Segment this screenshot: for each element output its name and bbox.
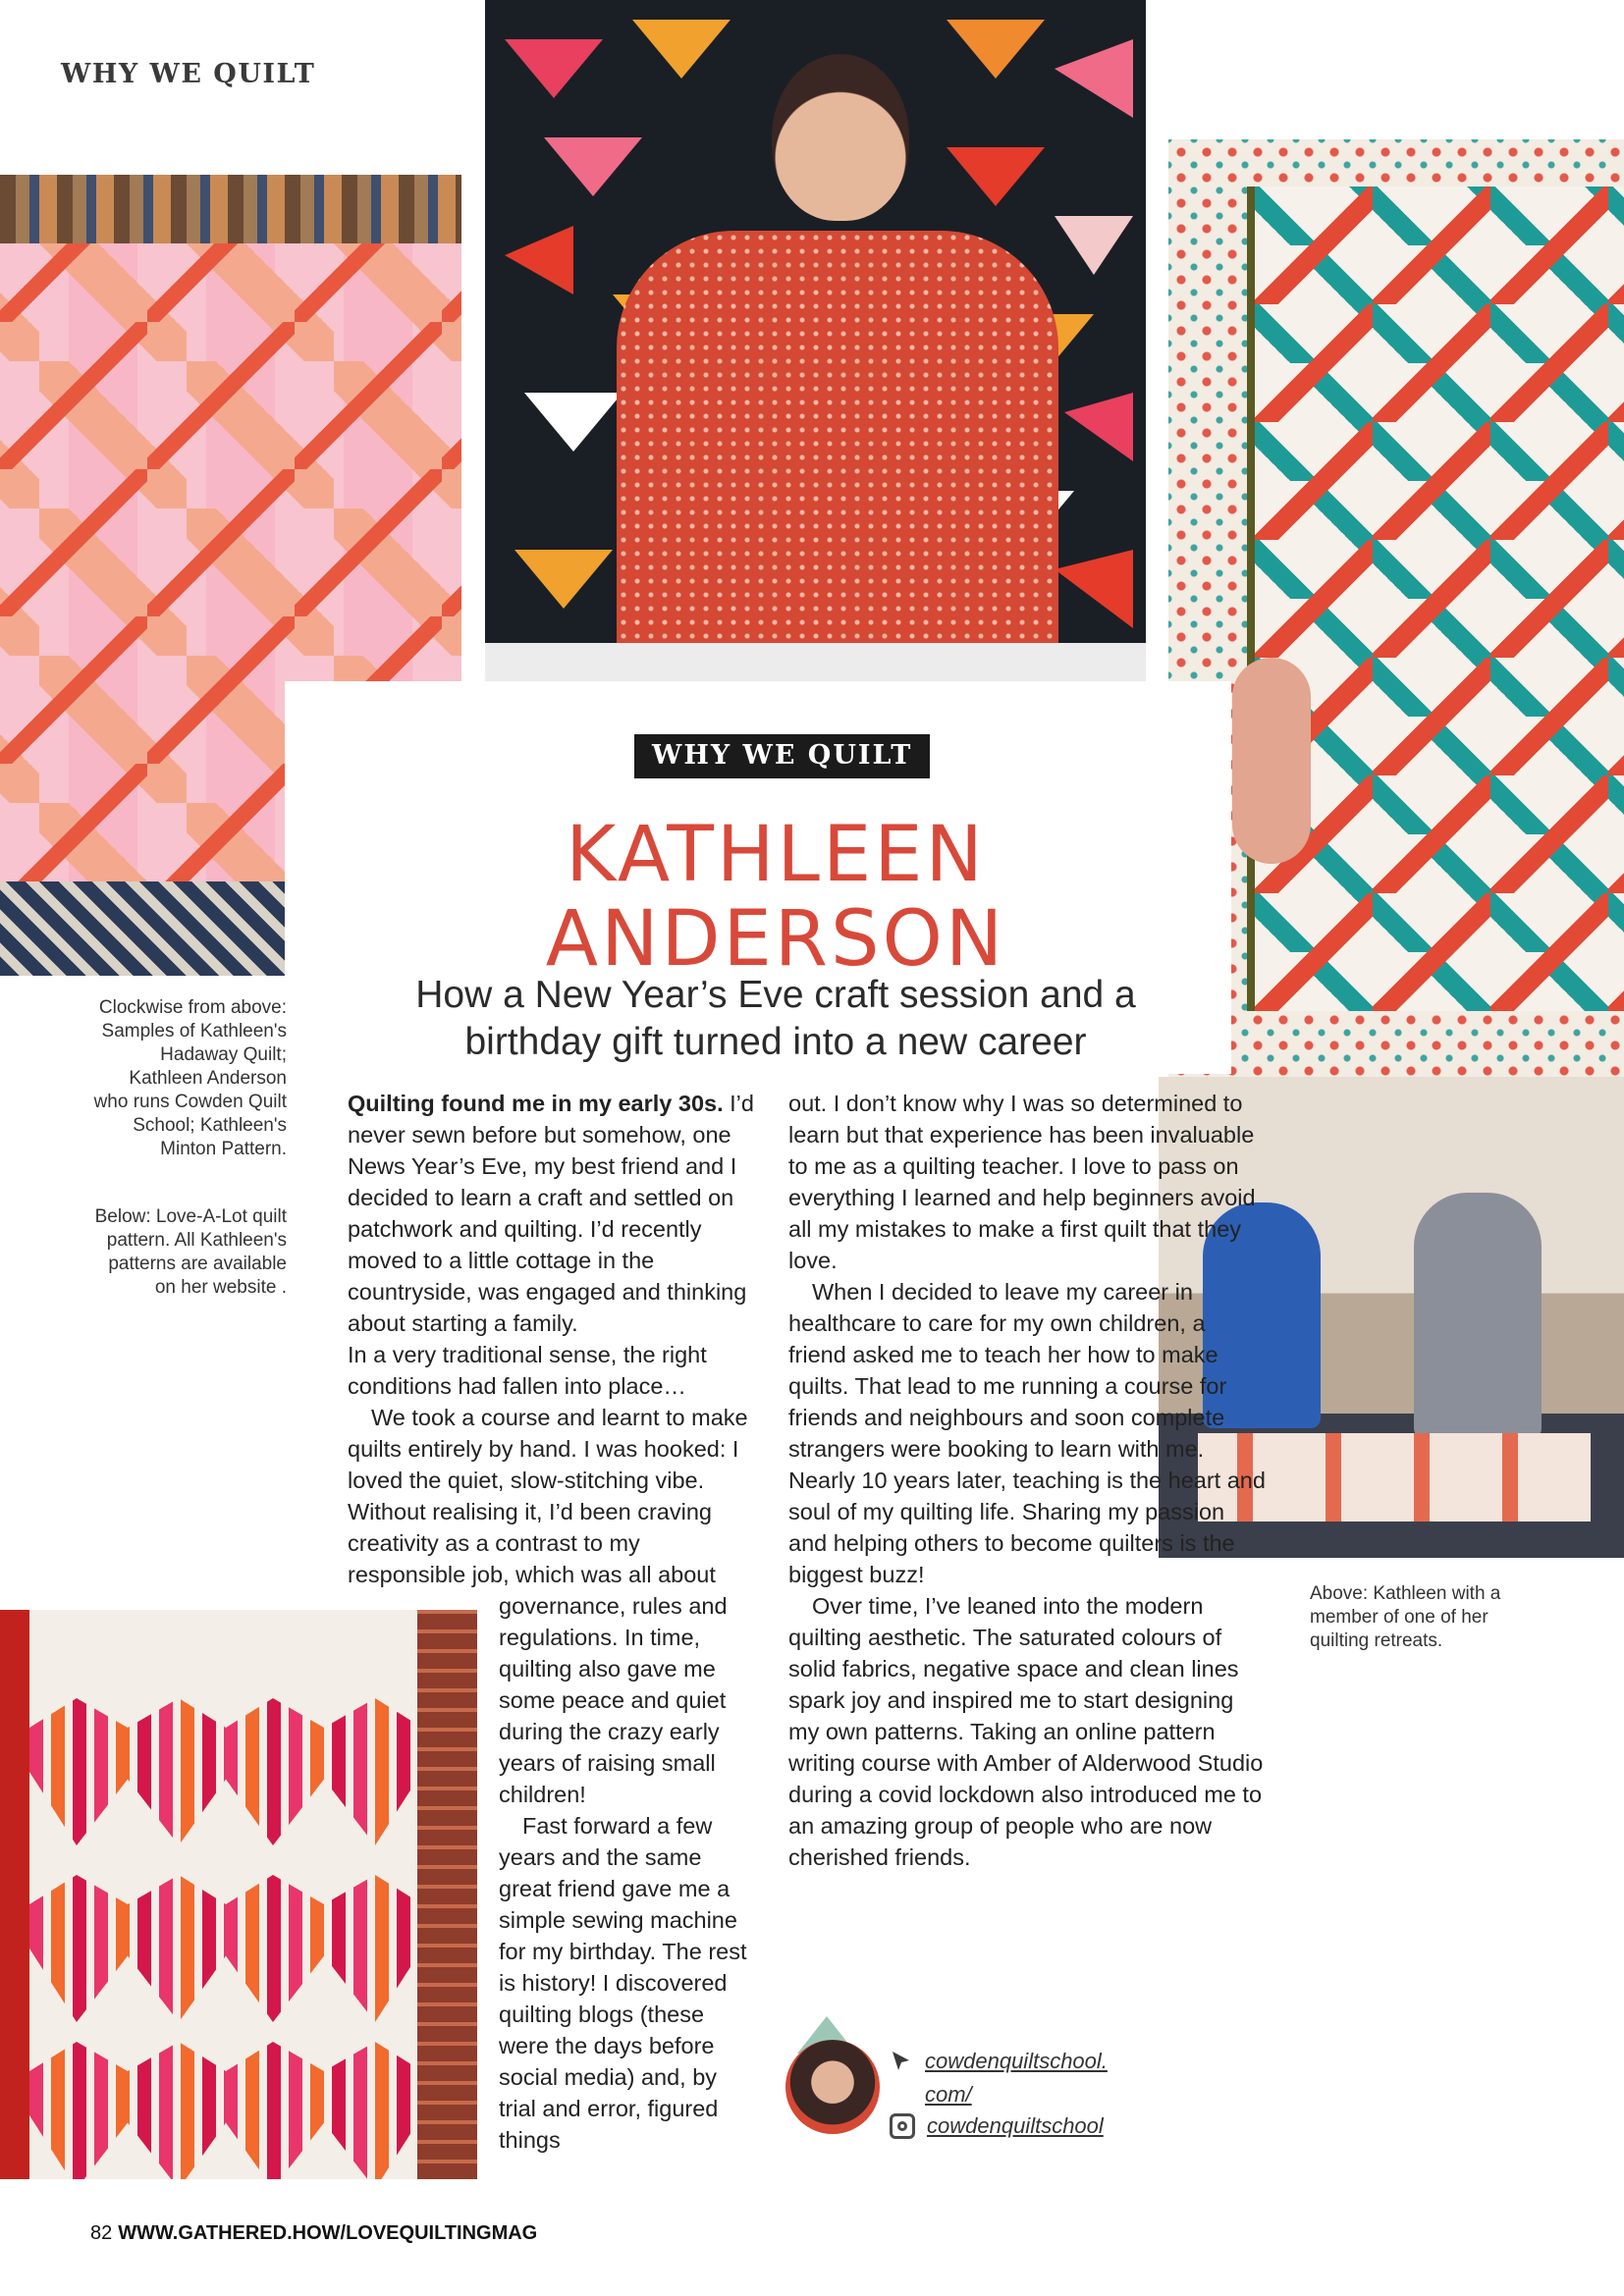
caption-clockwise: Clockwise from above: Samples of Kathleen's Hadaway Quilt; Kathleen Anderson who runs Cowden Quilt School; Kathleen's Minton Pattern.	[93, 997, 287, 1159]
caption-below: Below: Love-A-Lot quilt pattern. All Kathleen's patterns are available on her website .	[94, 1206, 287, 1298]
page-number: 82	[90, 2222, 113, 2244]
body-column-1-bottom	[499, 1590, 760, 2156]
kathleen-portrait-blouse	[617, 231, 1058, 643]
holding-hand	[1232, 658, 1311, 864]
paragraph: We took a course and learnt to make quilts entirely by hand. I was hooked: I loved the quiet, slow-stitching vibe. Without realising it, I’d been craving creativity as a contrast to my responsible job, which was all about	[348, 1405, 748, 1587]
paragraph: out. I don’t know why I was so determined to learn but that experience has been invaluable to me as a quilting teacher. I love to pass on everything I learned and help beginners avoid all my mistakes to make a first quilt that they love.	[788, 1091, 1256, 1273]
heart-row	[29, 2042, 422, 2179]
paragraph: In a very traditional sense, the right conditions had fallen into place…	[348, 1342, 707, 1399]
footer-url: WWW.GATHERED.HOW/LOVEQUILTINGMAG	[118, 2222, 538, 2244]
caption-retreat: Above: Kathleen with a member of one of her quilting retreats.	[1310, 1583, 1501, 1651]
website-link-line2[interactable]: com/	[925, 2082, 972, 2107]
heart-row	[29, 1698, 422, 1845]
portrait-table	[485, 643, 1146, 681]
paragraph: When I decided to leave my career in healthcare to care for my own children, a friend asked me to teach her how to make quilts. That lead to me running a course for friends and neighbours and soon complete strangers were booking to learn with me. Nearly 10 years later, teaching is the heart and soul of my quilting life. Sharing my passion and helping others to become quilters is the biggest buzz!	[788, 1279, 1266, 1587]
paragraph: Fast forward a few years and the same great friend gave me a simple sewing machine for my birthday. The rest is history! I discovered quilting blogs (these were the days before social media) and, by trial and error, figured things	[499, 1813, 747, 2153]
body-column-1-top	[348, 1088, 760, 1590]
author-avatar	[785, 2040, 880, 2134]
love-a-lot-quilt-photo	[0, 1610, 477, 2179]
bookshelf-background	[0, 175, 461, 243]
website-link[interactable]: cowdenquiltschool.	[925, 2049, 1108, 2073]
paragraph: Over time, I’ve leaned into the modern quilting aesthetic. The saturated colours of solid fabrics, negative space and clean lines spark joy and inspired me to start designing my own patterns. Taking an online pattern writing course with Amber of Alderwood Studio during a covid lockdown also introduced me to an amazing group of people who are now cherished friends.	[788, 1593, 1264, 1870]
article-subtitle	[334, 972, 1218, 1066]
subtitle-line: birthday gift turned into a new career	[464, 1021, 1087, 1063]
title-line: ANDERSON	[545, 895, 1006, 984]
lead-in: Quilting found me in my early 30s.	[348, 1091, 724, 1116]
instagram-icon	[890, 2113, 915, 2139]
kathleen-portrait-face	[772, 54, 909, 221]
section-label: WHY WE QUILT	[61, 59, 316, 89]
instagram-link-row[interactable]	[890, 2110, 1104, 2142]
paragraph-text: I’d never sewn before but somehow, one News Year’s Eve, my best friend and I decided to learn a craft and settled on patchwork and quilting. I’d recently moved to a little cottage in the countryside, was engaged and thinking about starting a family.	[348, 1091, 754, 1336]
article-title	[383, 813, 1168, 982]
minton-quilt-panel	[1247, 187, 1624, 1011]
cursor-icon	[890, 2050, 913, 2073]
instagram-link[interactable]: cowdenquiltschool	[927, 2113, 1104, 2138]
paragraph	[348, 1088, 760, 1339]
title-line: KATHLEEN	[566, 811, 986, 899]
article-badge: WHY WE QUILT	[634, 734, 930, 778]
page-footer	[90, 2222, 537, 2245]
body-column-2	[788, 1088, 1267, 1873]
paragraph: governance, rules and regulations. In time, quilting also gave me some peace and quiet during the crazy early years of raising small children!	[499, 1593, 728, 1807]
website-link-continued[interactable]	[925, 2079, 972, 2110]
website-link-row[interactable]	[890, 2046, 1108, 2077]
heart-row	[29, 1875, 422, 2022]
kathleen-retreat-figure	[1414, 1193, 1542, 1438]
subtitle-line: How a New Year’s Eve craft session and a	[415, 974, 1136, 1016]
brick-wall	[417, 1610, 477, 2179]
